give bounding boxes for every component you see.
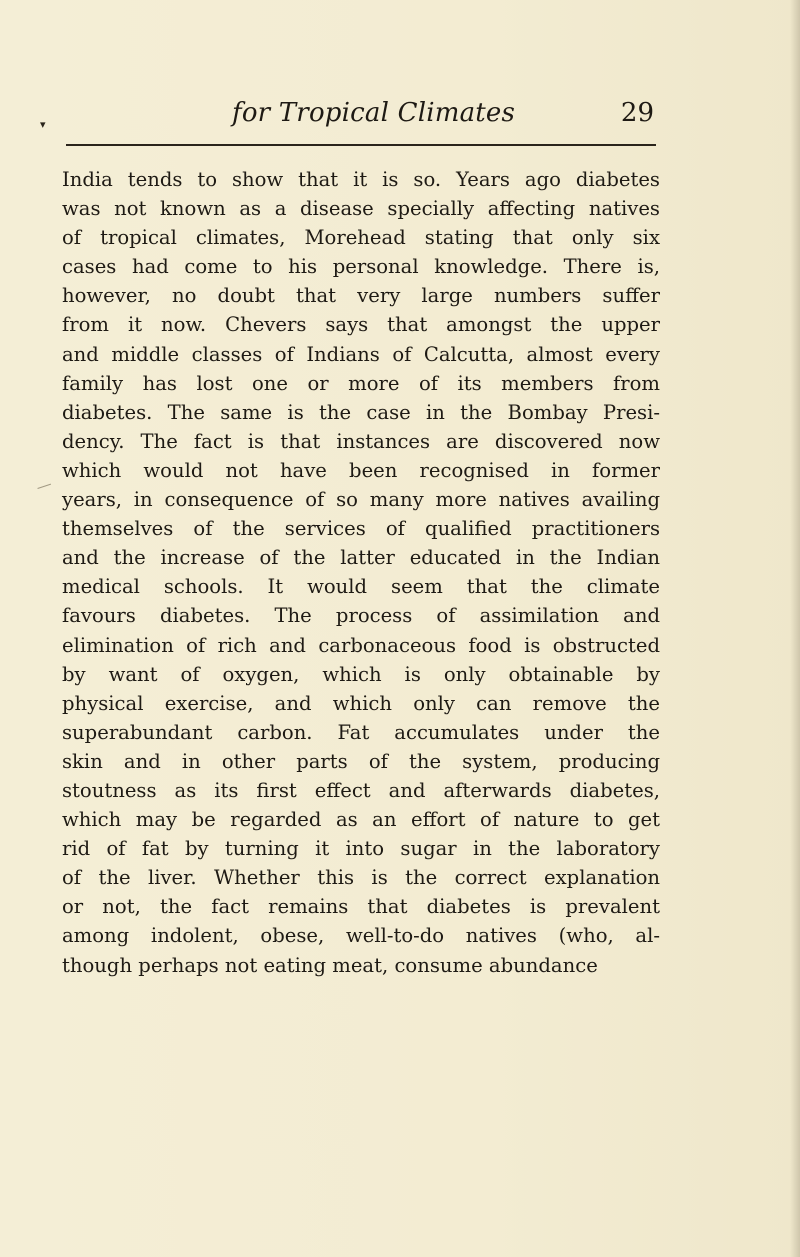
text-line: superabundant carbon. Fat accumulates under the [62, 720, 660, 744]
text-line: of the liver. Whether this is the correct explanation [62, 866, 660, 890]
text-line: and middle classes of Indians of Calcutta, almost every [62, 342, 660, 366]
running-header [66, 96, 656, 144]
text-line: years, in consequence of so many more natives availing [62, 488, 660, 512]
text-line: by want of oxygen, which is only obtainable by [62, 662, 660, 686]
text-line: however, no doubt that very large numbers suffer [62, 284, 660, 308]
running-title: for Tropical Climates [232, 98, 516, 128]
text-line: cases had come to his personal knowledge. There is, [62, 255, 660, 279]
margin-mark [35, 476, 51, 489]
text-line: or not, the fact remains that diabetes is prevalent [62, 895, 660, 919]
header-rule [66, 144, 656, 146]
text-line: stoutness as its first effect and afterwards diabetes, [62, 778, 660, 802]
text-line: India tends to show that it is so. Years ago diabetes [62, 168, 660, 191]
text-line: skin and in other parts of the system, producing [62, 749, 660, 773]
body-paragraph [62, 165, 660, 980]
text-line: was not known as a disease specially affecting natives [62, 197, 660, 221]
text-line: of tropical climates, Morehead stating that only six [62, 226, 660, 250]
text-line: favours diabetes. The process of assimilation and [62, 604, 660, 628]
page-number: 29 [620, 98, 654, 128]
text-line: elimination of rich and carbonaceous food is obstructed [62, 633, 660, 657]
text-line: family has lost one or more of its members from [62, 371, 660, 395]
page-edge-shadow [790, 0, 800, 1257]
text-line: dency. The fact is that instances are discovered now [62, 429, 660, 453]
text-line: rid of fat by turning it into sugar in the laboratory [62, 837, 660, 861]
text-line: from it now. Chevers says that amongst the upper [62, 313, 660, 337]
text-line: diabetes. The same is the case in the Bombay Presi- [62, 400, 660, 424]
text-line: themselves of the services of qualified practitioners [62, 517, 660, 541]
printer-mark: ▾ [40, 118, 46, 131]
text-line: and the increase of the latter educated in the Indian [62, 546, 660, 570]
text-line: medical schools. It would seem that the climate [62, 575, 660, 599]
text-line: which may be regarded as an effort of nature to get [62, 808, 660, 832]
text-line: physical exercise, and which only can remove the [62, 691, 660, 715]
text-line: among indolent, obese, well-to-do natives (who, al- [62, 924, 660, 948]
text-line: which would not have been recognised in former [62, 458, 660, 482]
text-line: though perhaps not eating meat, consume abundance [62, 953, 598, 977]
